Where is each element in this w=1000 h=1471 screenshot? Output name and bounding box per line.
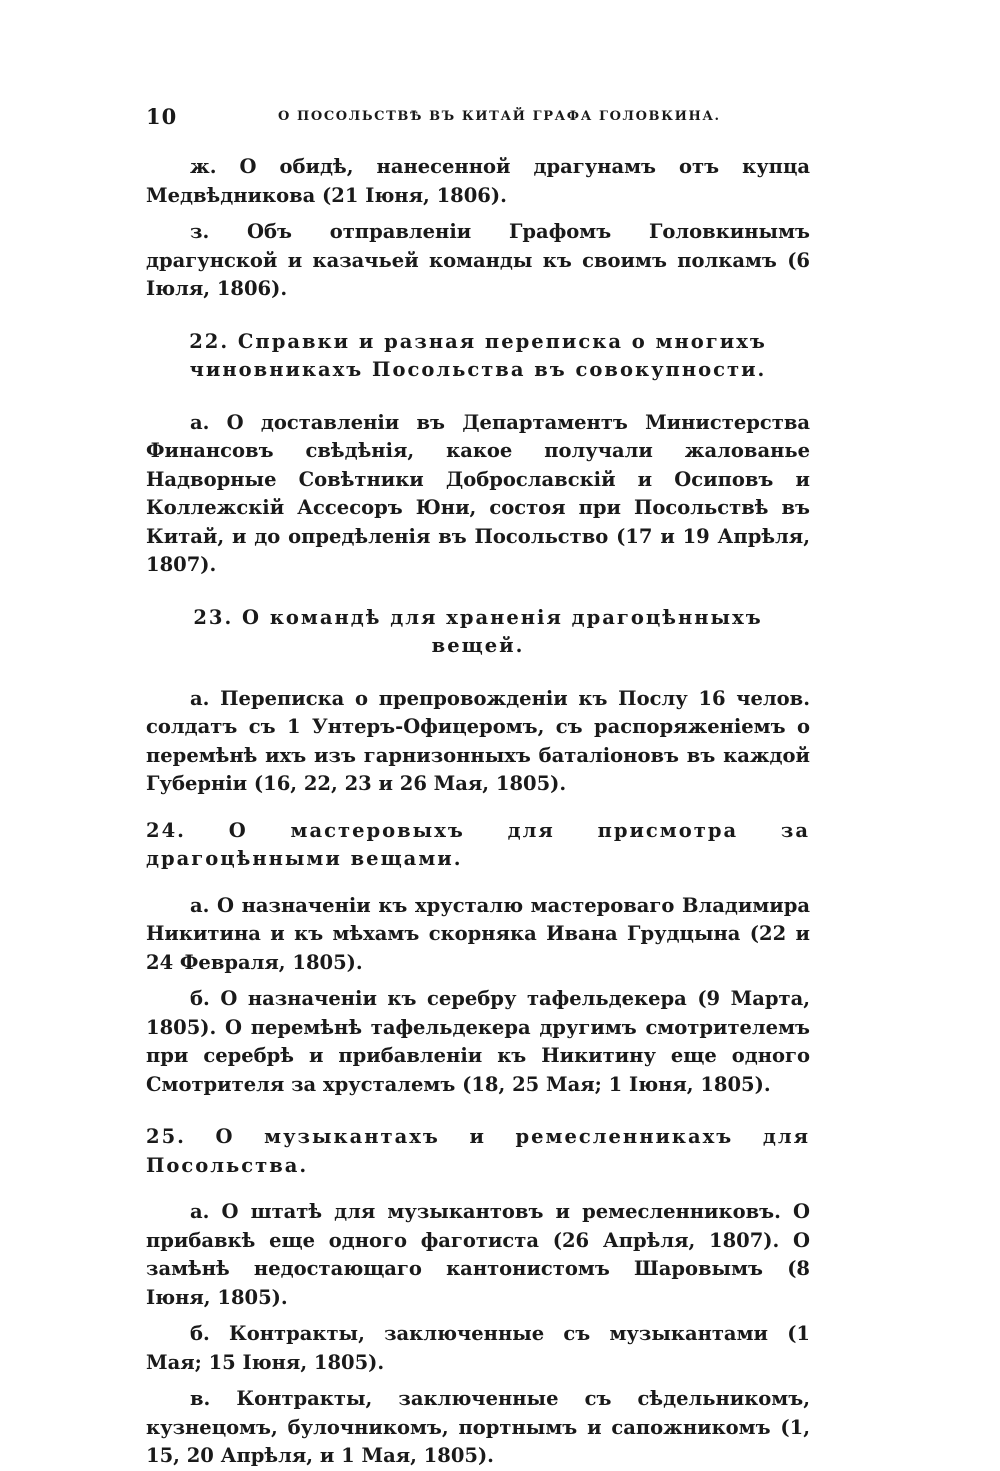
section-heading-23: 23. О командѣ для храненія драгоцѣнныхъ вещей. (193, 605, 763, 657)
paragraph-24a: а. О назначеніи къ хрусталю мастероваго Владимира Никитина и къ мѣхамъ скорняка Ивана Грудцына (22 и 24 Февраля, 1805). (146, 893, 810, 974)
section-heading-22: 22. Справки и разная переписка о многихъ чиновникахъ Посольства въ совокупности. (189, 329, 767, 381)
paragraph-25b: б. Контракты, заключенные съ музыкантами (1 Мая; 15 Іюня, 1805). (146, 1322, 810, 1374)
paragraph-23a: а. Переписка о препровожденіи къ Послу 16 челов. солдатъ съ 1 Унтеръ-Офицеромъ, съ распоряженіемъ о перемѣнѣ ихъ изъ гарнизонныхъ баталіоновъ въ каждой Губерніи (16, 22, 23 и 26 Мая, 1805). (146, 686, 810, 795)
paragraph-zh: ж. О обидѣ, нанесенной драгунамъ отъ купца Медвѣдникова (21 Іюня, 1806). (146, 155, 810, 207)
paragraph-22a: а. О доставленіи въ Департаментъ Министерства Финансовъ свѣдѣнія, какое получали жалованье Надворные Совѣтники Доброславскій и Осиповъ и Коллежскій Ассесоръ Юни, состоя при Посольствѣ въ Китай, и до опредѣленія въ Посольство (17 и 19 Апрѣля, 1807). (146, 410, 810, 576)
section-heading-24: 24. О мастеровыхъ для присмотра за драгоцѣнными вещами. (146, 818, 810, 870)
paragraph-25v: в. Контракты, заключенные съ сѣдельникомъ, кузнецомъ, булочникомъ, портнымъ и сапожникомъ (1, 15, 20 Апрѣля, и 1 Мая, 1805). (146, 1387, 810, 1467)
paragraph-24b: б. О назначеніи къ серебру тафельдекера (9 Марта, 1805). О перемѣнѣ тафельдекера другимъ смотрителемъ при серебрѣ и прибавленіи къ Никитину еще одного Смотрителя за хрусталемъ (18, 25 Мая; 1 Іюня, 1805). (146, 987, 810, 1096)
page-number: 10 (146, 104, 178, 129)
page-body (146, 153, 810, 1471)
page-header (146, 104, 810, 134)
section-heading-25: 25. О музыкантахъ и ремесленникахъ для Посольства. (146, 1125, 810, 1177)
running-title: О ПОСОЛЬСТВѢ ВЪ КИТАЙ ГРАФА ГОЛОВКИНА. (278, 109, 721, 124)
paragraph-z: з. Объ отправленіи Графомъ Головкинымъ драгунской и казачьей команды къ своимъ полкамъ (6 Іюля, 1806). (146, 220, 810, 300)
paragraph-25a: а. О штатѣ для музыкантовъ и ремесленниковъ. О прибавкѣ еще одного фаготиста (26 Апрѣля, 1807). О замѣнѣ недостающаго кантонистомъ Шаровымъ (8 Іюня, 1805). (146, 1200, 810, 1309)
